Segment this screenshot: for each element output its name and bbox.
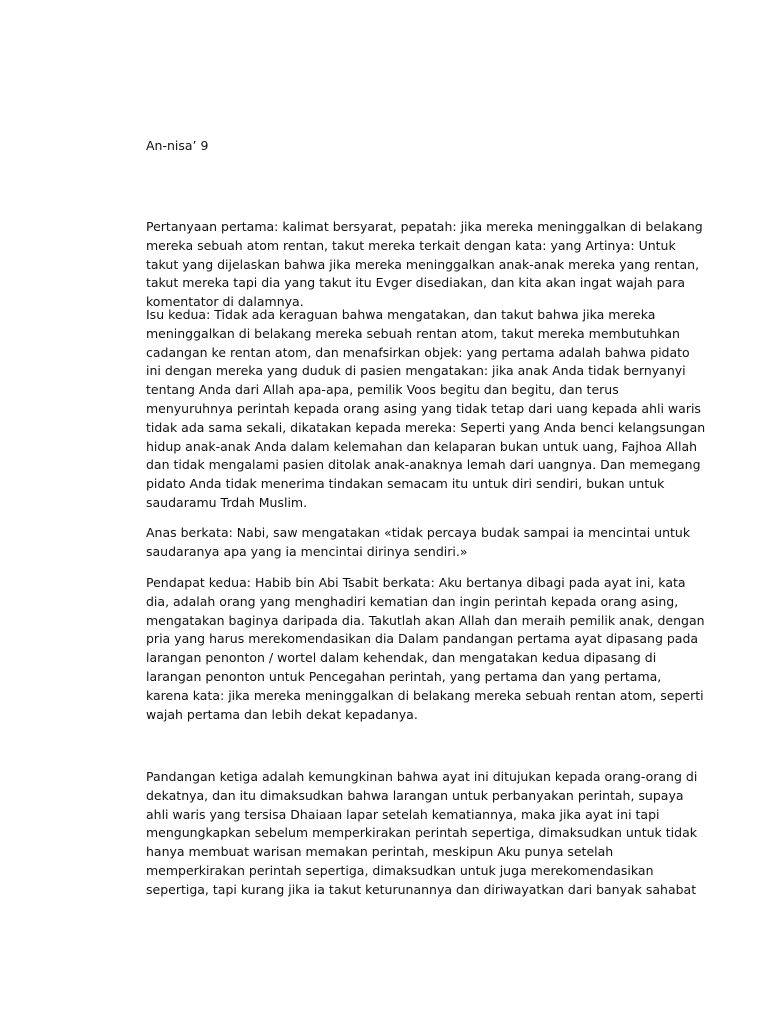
text-line: pria yang harus merekomendasikan dia Dalam pandangan pertama ayat dipasang pada — [146, 631, 699, 647]
text-line: ini dengan mereka yang duduk di pasien mengatakan: jika anak Anda tidak bernyanyi — [146, 363, 686, 379]
text-line: hidup anak-anak Anda dalam kelemahan dan kelaparan bukan untuk uang, Fajhoa Allah — [146, 438, 698, 454]
text-line: memperkirakan perintah sepertiga, dimaksudkan untuk juga merekomendasikan — [146, 862, 654, 878]
text-line: Isu kedua: Tidak ada keraguan bahwa mengatakan, dan takut bahwa jika mereka — [146, 307, 656, 322]
text-line: pidato Anda tidak menerima tindakan semacam itu untuk diri sendiri, bukan untuk — [146, 476, 665, 492]
text-line: wajah pertama dan lebih dekat kepadanya. — [146, 706, 418, 722]
text-line: mengatakan baginya daripada dia. Takutlah akan Allah dan meraih pemilik anak, dengan — [146, 612, 705, 628]
text-line: sepertiga, tapi kurang jika ia takut keturunannya dan diriwayatkan dari banyak sahabat — [146, 881, 697, 897]
text-line: tidak ada sama sekali, dikatakan kepada mereka: Seperti yang Anda benci kelangsungan — [146, 419, 706, 435]
paragraph-first-question — [146, 218, 703, 312]
text-line: Anas berkata: Nabi, saw mengatakan «tidak percaya budak sampai ia mencintai untuk — [146, 525, 691, 540]
text-line: larangan penonton / wortel dalam kehendak, dan mengatakan kedua dipasang di — [146, 650, 657, 666]
paragraph-third-view — [146, 768, 698, 900]
text-line: komentator di dalamnya. — [146, 294, 304, 310]
text-line: cadangan ke rentan atom, dan menafsirkan objek: yang pertama adalah bahwa pidato — [146, 344, 690, 360]
text-line: Pendapat kedua: Habib bin Abi Tsabit berkata: Aku bertanya dibagi pada ayat ini, kata — [146, 575, 686, 590]
text-line: mereka sebuah atom rentan, takut mereka terkait dengan kata: yang Artinya: Untuk — [146, 237, 676, 253]
text-line: tentang Anda dari Allah apa-apa, pemilik Voos begitu dan begitu, dan terus — [146, 382, 619, 398]
text-line: mengungkapkan sebelum memperkirakan perintah sepertiga, dimaksudkan untuk tidak — [146, 825, 697, 841]
text-line: takut mereka tapi dia yang takut itu Evger disediakan, dan kita akan ingat wajah para — [146, 275, 686, 291]
text-line: hanya membuat warisan memakan perintah, meskipun Aku punya setelah — [146, 844, 614, 860]
text-line: menyuruhnya perintah kepada orang asing yang tidak tetap dari uang kepada ahli waris — [146, 400, 701, 416]
text-line: dia, adalah orang yang menghadiri kematian dan ingin perintah kepada orang asing, — [146, 593, 679, 609]
text-line: karena kata: jika mereka meninggalkan di belakang mereka sebuah rentan atom, seperti — [146, 687, 704, 703]
document-title: An-nisa’ 9 — [146, 138, 209, 153]
text-line: Pertanyaan pertama: kalimat bersyarat, pepatah: jika mereka meninggalkan di belakang — [146, 219, 703, 234]
text-line: dekatnya, dan itu dimaksudkan bahwa larangan untuk perbanyakan perintah, supaya — [146, 787, 684, 803]
text-line: larangan penonton untuk Pencegahan perintah, yang pertama dan yang pertama, — [146, 668, 662, 684]
text-line: meninggalkan di belakang mereka sebuah rentan atom, takut mereka membutuhkan — [146, 325, 680, 341]
text-line: saudaramu Trdah Muslim. — [146, 494, 308, 510]
text-line: dan tidak mengalami pasien ditolak anak-anaknya lemah dari uangnya. Dan memegang — [146, 457, 701, 473]
paragraph-second-issue — [146, 306, 706, 513]
text-line: ahli waris yang tersisa Dhaiaan lapar setelah kematiannya, maka jika ayat ini tapi — [146, 806, 660, 822]
text-line: takut yang dijelaskan bahwa jika mereka meninggalkan anak-anak mereka yang rentan, — [146, 256, 700, 272]
paragraph-second-opinion — [146, 574, 705, 724]
text-line: saudaranya apa yang ia mencintai dirinya sendiri.» — [146, 543, 468, 559]
text-line: Pandangan ketiga adalah kemungkinan bahwa ayat ini ditujukan kepada orang-orang di — [146, 769, 698, 784]
paragraph-anas-hadith — [146, 524, 691, 562]
